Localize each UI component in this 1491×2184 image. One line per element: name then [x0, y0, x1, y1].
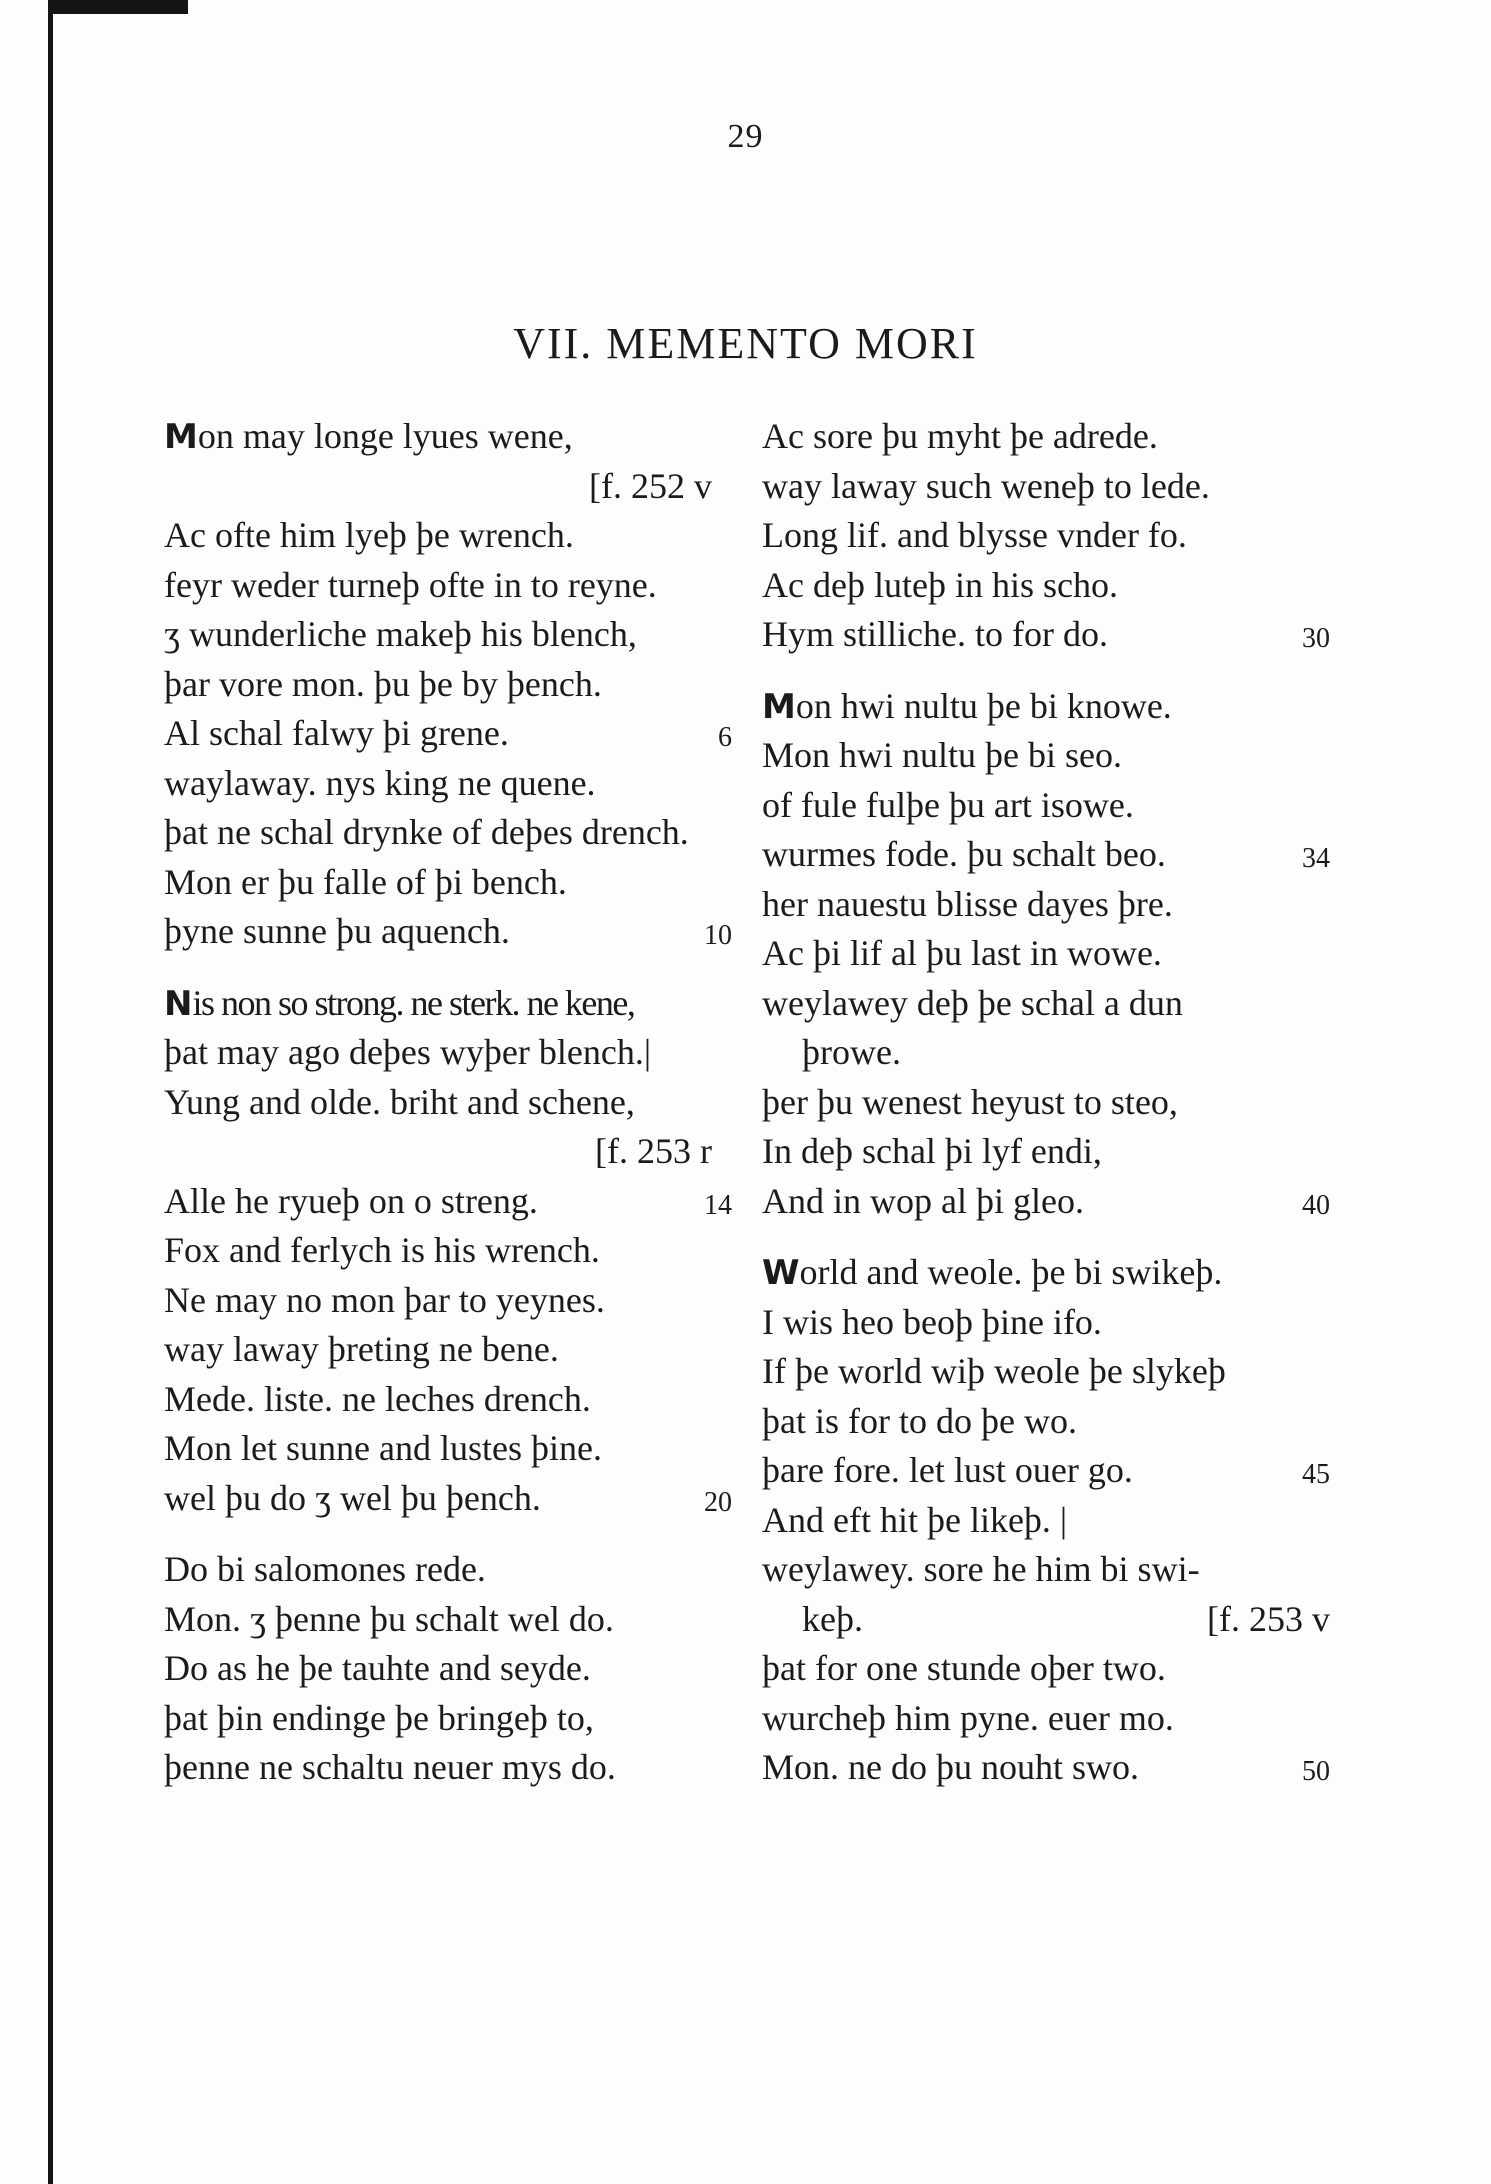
verse-line: [762, 830, 1330, 880]
right-column: [762, 412, 1330, 1815]
verse-line: way laway þreting ne bene.: [164, 1329, 559, 1369]
verse-text: on hwi nultu þe bi knowe.: [795, 685, 1172, 726]
verse-line: Ac ofte him lyeþ þe wrench.: [164, 515, 574, 555]
line-number: 34: [1302, 843, 1330, 874]
verse-line: Do as he þe tauhte and seyde.: [164, 1648, 591, 1688]
verse-line: ʒ wunderliche makeþ his blench,: [164, 614, 637, 654]
stanza: [164, 979, 732, 1524]
verse-line: þat ne schal drynke of deþes drench.: [164, 812, 689, 852]
line-number: 50: [1302, 1756, 1330, 1787]
verse-line: Mon let sunne and lustes þine.: [164, 1428, 602, 1468]
verse-text: Hym stilliche. to for do.: [762, 614, 1108, 654]
verse-line: þar vore mon. þu þe by þench.: [164, 663, 602, 704]
verse-line: þer þu wenest heyust to steo,: [762, 1081, 1178, 1122]
verse-line: Yung and olde. briht and schene,: [164, 1081, 635, 1122]
verse-line: þat for one stunde oþer two.: [762, 1648, 1166, 1688]
line-number: 45: [1302, 1459, 1330, 1490]
stanza: [164, 1545, 732, 1793]
verse-line: Fox and ferlych is his wrench.: [164, 1230, 600, 1270]
verse-line: Mede. liste. ne leches drench.: [164, 1378, 591, 1419]
line-number: 6: [718, 722, 732, 753]
verse-line: If þe world wiþ weole þe slykeþ: [762, 1351, 1226, 1391]
left-column: [164, 412, 732, 1815]
initial-letter: W: [762, 1253, 800, 1293]
verse-text: Alle he ryueþ on o streng.: [164, 1180, 538, 1221]
verse-line: Ac þi lif al þu last in wowe.: [762, 933, 1162, 973]
verse-line: waylaway. nys king ne quene.: [164, 762, 596, 803]
verse-line: [164, 979, 732, 1029]
verse-text: wurmes fode. þu schalt beo.: [762, 834, 1166, 874]
initial-letter: M: [762, 686, 796, 727]
stanza: [762, 1248, 1330, 1793]
verse-line: [762, 1248, 1330, 1298]
verse-text: Mon. ne do þu nouht swo.: [762, 1747, 1139, 1787]
verse-line: [164, 412, 732, 462]
verse-line: [762, 1177, 1330, 1227]
line-number: 40: [1302, 1189, 1330, 1221]
verse-line: [164, 907, 732, 957]
verse-line: þat may ago deþes wyþer blench.|: [164, 1032, 652, 1072]
verse-line: Ac deþ luteþ in his scho.: [762, 564, 1118, 605]
poem-title: VII. MEMENTO MORI: [513, 319, 978, 368]
stanza: [164, 412, 732, 957]
stanza: [762, 412, 1330, 660]
verse-text: þare fore. let lust ouer go.: [762, 1450, 1133, 1490]
folio-reference: [f. 252 v: [589, 465, 712, 506]
verse-line: Mon er þu falle of þi bench.: [164, 861, 567, 902]
verse-line: In deþ schal þi lyf endi,: [762, 1131, 1102, 1171]
verse-line-continuation: þrowe.: [802, 1032, 901, 1072]
line-number: 30: [1302, 623, 1330, 654]
verse-line: weylawey. sore he him bi swi-: [762, 1549, 1200, 1589]
verse-line: feyr weder turneþ ofte in to reyne.: [164, 564, 657, 605]
verse-line: þenne ne schaltu neuer mys do.: [164, 1747, 616, 1787]
verse-line: Mon hwi nultu þe bi seo.: [762, 735, 1122, 775]
verse-line: [164, 1177, 732, 1227]
verse-line: [762, 682, 1330, 732]
verse-line: of fule fulþe þu art isowe.: [762, 784, 1134, 825]
verse-line: Mon. ʒ þenne þu schalt wel do.: [164, 1598, 614, 1639]
verse-text: on may longe lyues wene,: [197, 416, 573, 456]
verse-line: weylawey deþ þe schal a dun: [762, 982, 1183, 1023]
verse-line: þat is for to do þe wo.: [762, 1400, 1077, 1441]
initial-letter: M: [164, 417, 198, 457]
verse-line: her nauestu blisse dayes þre.: [762, 883, 1173, 924]
page-number: 29: [727, 118, 764, 155]
verse-line: Do bi salomones rede.: [164, 1549, 486, 1589]
verse-line: [762, 610, 1330, 660]
verse-text: keþ.: [802, 1598, 863, 1639]
verse-line: Ac sore þu myht þe adrede.: [762, 416, 1158, 456]
verse-text: þyne sunne þu aquench.: [164, 911, 510, 951]
verse-line: [164, 1474, 732, 1524]
verse-text: is non so strong. ne sterk. ne kene,: [192, 982, 635, 1023]
verse-text: And in wop al þi gleo.: [762, 1180, 1084, 1221]
stanza: [762, 682, 1330, 1227]
verse-line: [762, 1743, 1330, 1793]
folio-reference: [f. 253 v: [1207, 1598, 1330, 1639]
initial-letter: N: [164, 983, 193, 1024]
page-top-edge: [48, 0, 188, 14]
verse-text: orld and weole. þe bi swikeþ.: [799, 1252, 1223, 1292]
folio-reference: [f. 253 r: [595, 1131, 712, 1171]
verse-line: wurcheþ him pyne. euer mo.: [762, 1697, 1174, 1738]
verse-line: [762, 1446, 1330, 1496]
verse-line: þat þin endinge þe bringeþ to,: [164, 1697, 594, 1738]
verse-line: Ne may no mon þar to yeynes.: [164, 1279, 605, 1320]
verse-line-continuation: [762, 1595, 1330, 1645]
line-number: 14: [704, 1189, 732, 1221]
verse-line: And eft hit þe likeþ. |: [762, 1499, 1068, 1540]
verse-line: way laway such weneþ to lede.: [762, 465, 1210, 506]
line-number: 10: [704, 920, 732, 951]
verse-text: wel þu do ʒ wel þu þench.: [164, 1477, 541, 1518]
verse-line: I wis heo beoþ þine ifo.: [762, 1301, 1102, 1342]
verse-line: Long lif. and blysse vnder fo.: [762, 515, 1187, 555]
line-number: 20: [704, 1486, 732, 1518]
verse-line: [164, 709, 732, 759]
verse-text: Al schal falwy þi grene.: [164, 713, 509, 753]
